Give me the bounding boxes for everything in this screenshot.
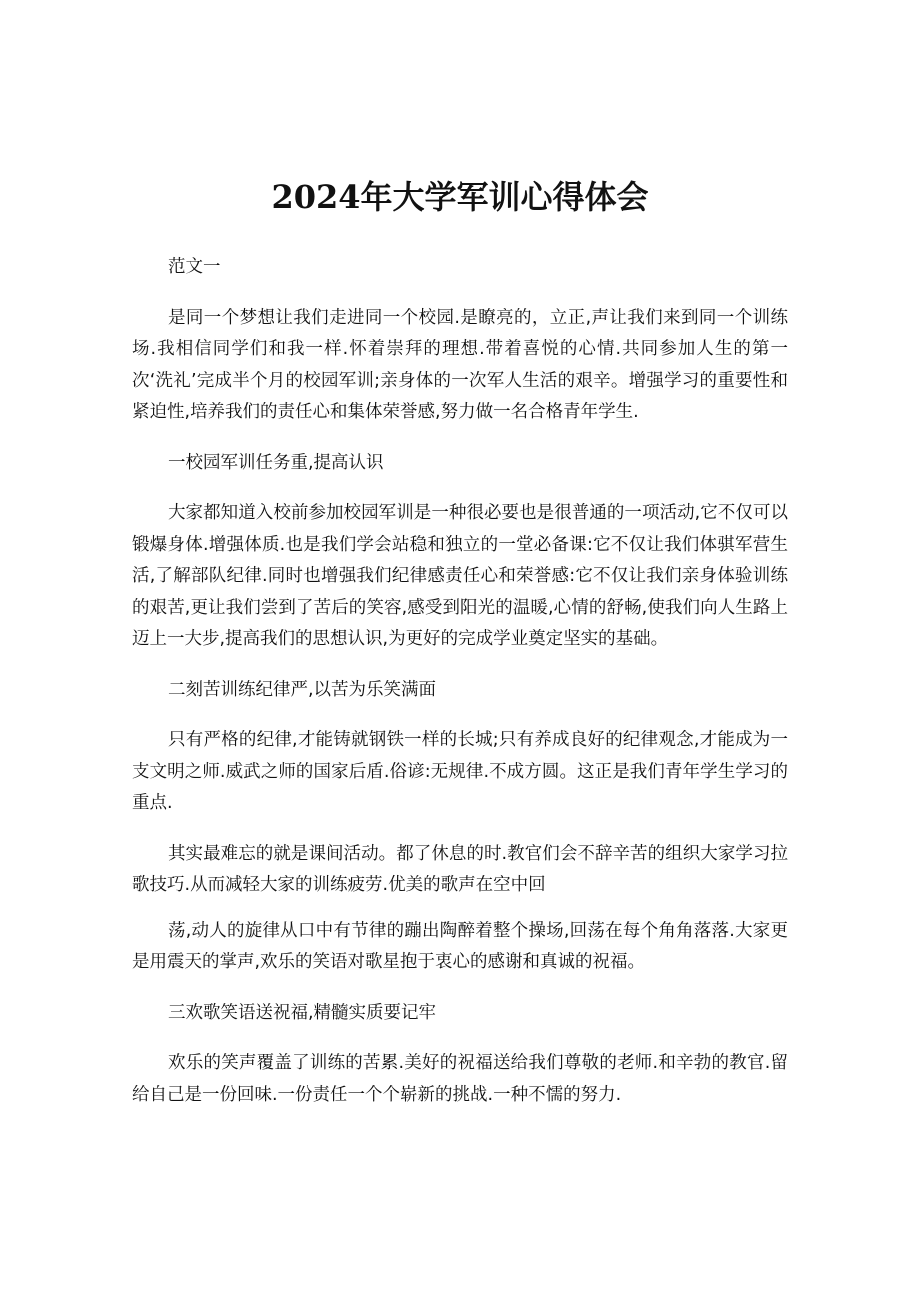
section-heading-3: 三欢歌笑语送祝福,精髓实质要记牢	[168, 1002, 437, 1023]
intro-paragraph: 是同一个梦想让我们走进同一个校园.是瞭亮的，立正,声让我们来到同一个训练场.我相信同学们和我一样.怀着崇拜的理想.带着喜悦的心情.共同参加人生的第一次‘洗礼’完成半个月的校园军训;亲身体的一次军人生活的艰辛。增强学习的重要性和紧迫性,培养我们的责任心和集体荣誉感,努力做一名合格青年学生.	[132, 307, 788, 422]
section-1-paragraph: 大家都知道入校前参加校园军训是一种很必要也是很普通的一项活动,它不仅可以锻爆身体.增强体质.也是我们学会站稳和独立的一堂必备课:它不仅让我们体骐军营生活,了解部队纪律.同时也增强我们纪律感责任心和荣誉感:它不仅让我们亲身体验训练的艰苦,更让我们尝到了苦后的笑容,感受到阳光的温暖,心情的舒畅,使我们向人生路上迈上一大步,提高我们的思想认识,为更好的完成学业奠定坚实的基础。	[132, 503, 788, 649]
section-label-fanwen: 范文一	[168, 257, 221, 277]
section-2-paragraph-1: 只有严格的纪律,才能铸就钢铁一样的长城;只有养成良好的纪律观念,才能成为一支文明之师.威武之师的国家后盾.俗谚:无规律.不成方圆。这正是我们青年学生学习的重点.	[132, 730, 788, 813]
section-heading-1: 一校园军训任务重,提高认识	[168, 452, 384, 473]
document-title: 2024年大学军训心得体会	[271, 178, 649, 216]
section-2-paragraph-2: 其实最难忘的就是课间活动。都了休息的时.教官们会不辞辛苦的组织大家学习拉歌技巧.从而减轻大家的训练疲劳.优美的歌声在空中回	[132, 843, 788, 895]
document-body	[132, 252, 788, 1130]
section-3-paragraph: 欢乐的笑声覆盖了训练的苦累.美好的祝福送给我们尊敬的老师.和辛勃的教官.留给自己是一份回味.一份责任一个个崭新的挑战.一种不懦的努力.	[132, 1053, 788, 1105]
section-2-paragraph-3: 荡,动人的旋律从口中有节律的蹦出陶醉着整个操场,回荡在每个角角落落.大家更是用震天的掌声,欢乐的笑语对歌星抱于衷心的感谢和真诚的祝福。	[132, 920, 788, 972]
section-heading-2: 二刻苦训练纪律严,以苦为乐笑满面	[168, 679, 437, 700]
